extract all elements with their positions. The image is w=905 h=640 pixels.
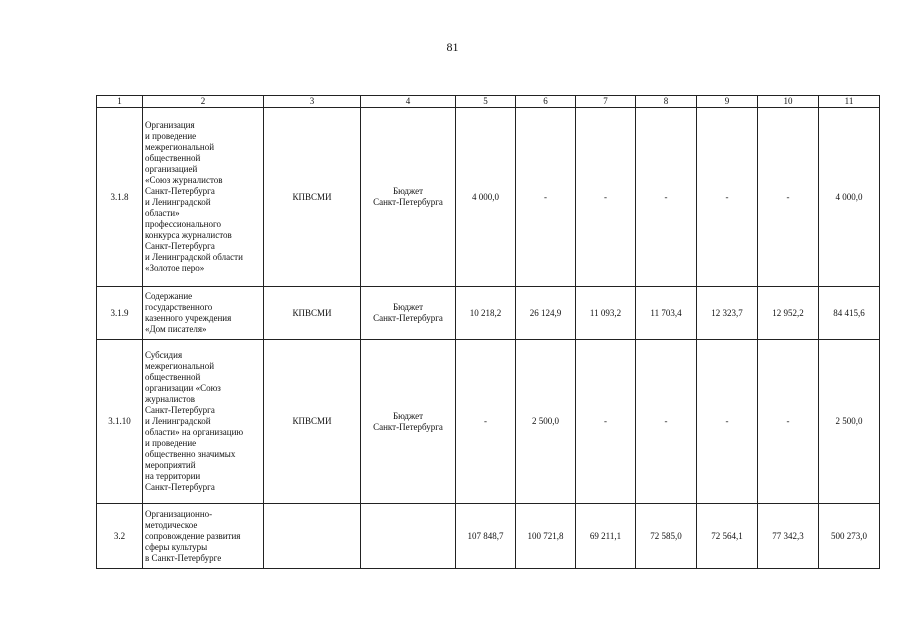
row-value: 77 342,3 — [758, 504, 819, 569]
row-value: 12 323,7 — [697, 287, 758, 340]
row-value: 107 848,7 — [456, 504, 516, 569]
row-executor — [264, 504, 361, 569]
row-value: 72 564,1 — [697, 504, 758, 569]
row-value: 2 500,0 — [516, 340, 576, 504]
header-cell: 11 — [819, 96, 880, 108]
header-cell: 4 — [361, 96, 456, 108]
row-value: 10 218,2 — [456, 287, 516, 340]
row-total: 500 273,0 — [819, 504, 880, 569]
row-funding-source: Бюджет Санкт-Петербурга — [361, 108, 456, 287]
row-value: 11 703,4 — [636, 287, 697, 340]
row-name: Содержание государственного казенного учреждения «Дом писателя» — [143, 287, 264, 340]
header-cell: 5 — [456, 96, 516, 108]
table-row — [97, 340, 880, 504]
row-code: 3.1.10 — [97, 340, 143, 504]
row-value: - — [636, 340, 697, 504]
row-total: 2 500,0 — [819, 340, 880, 504]
row-value: - — [636, 108, 697, 287]
header-cell: 7 — [576, 96, 636, 108]
row-code: 3.1.8 — [97, 108, 143, 287]
row-executor: КПВСМИ — [264, 287, 361, 340]
row-value: - — [697, 340, 758, 504]
header-cell: 3 — [264, 96, 361, 108]
row-value: - — [697, 108, 758, 287]
table-row — [97, 287, 880, 340]
header-cell: 2 — [143, 96, 264, 108]
row-value: 72 585,0 — [636, 504, 697, 569]
header-cell: 9 — [697, 96, 758, 108]
table-row — [97, 504, 880, 569]
row-value: 12 952,2 — [758, 287, 819, 340]
row-value: 100 721,8 — [516, 504, 576, 569]
row-value: - — [516, 108, 576, 287]
row-funding-source — [361, 504, 456, 569]
row-name: Организационно- методическое сопровождение развития сферы культуры в Санкт-Петербурге — [143, 504, 264, 569]
row-value: - — [576, 108, 636, 287]
row-total: 84 415,6 — [819, 287, 880, 340]
row-code: 3.1.9 — [97, 287, 143, 340]
header-cell: 6 — [516, 96, 576, 108]
header-row — [97, 96, 880, 108]
page-number: 81 — [446, 40, 459, 54]
header-cell: 1 — [97, 96, 143, 108]
row-executor: КПВСМИ — [264, 340, 361, 504]
row-value: 4 000,0 — [456, 108, 516, 287]
row-funding-source: Бюджет Санкт-Петербурга — [361, 340, 456, 504]
budget-table — [96, 95, 880, 569]
row-value: 26 124,9 — [516, 287, 576, 340]
header-cell: 8 — [636, 96, 697, 108]
row-value: - — [576, 340, 636, 504]
row-name: Организация и проведение межрегиональной общественной организацией «Союз журналистов Санкт-Петербурга и Ленинградской области» профессионального конкурса журналистов Санкт-Петербурга и Ленинградской области «Золотое перо» — [143, 108, 264, 287]
row-total: 4 000,0 — [819, 108, 880, 287]
row-code: 3.2 — [97, 504, 143, 569]
row-value: - — [758, 340, 819, 504]
row-funding-source: Бюджет Санкт-Петербурга — [361, 287, 456, 340]
table-row — [97, 108, 880, 287]
row-executor: КПВСМИ — [264, 108, 361, 287]
row-value: 11 093,2 — [576, 287, 636, 340]
header-cell: 10 — [758, 96, 819, 108]
row-value: - — [456, 340, 516, 504]
row-value: 69 211,1 — [576, 504, 636, 569]
row-name: Субсидия межрегиональной общественной организации «Союз журналистов Санкт-Петербурга и Ленинградской области» на организацию и проведение общественно значимых мероприятий на территории Санкт-Петербурга — [143, 340, 264, 504]
row-value: - — [758, 108, 819, 287]
